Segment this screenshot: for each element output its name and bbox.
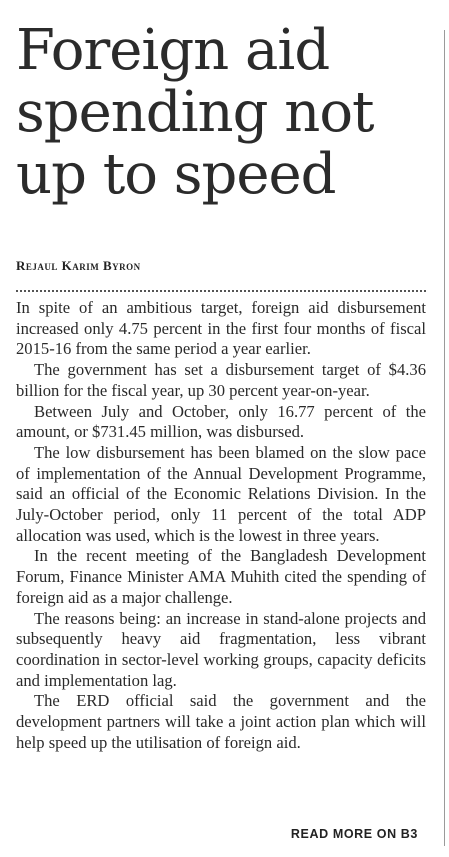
- headline-line: Foreign aid: [16, 18, 330, 83]
- article-body: [16, 298, 426, 753]
- paragraph: Between July and October, only 16.77 percent of the amount, or $731.45 million, was disbursed.: [16, 401, 426, 442]
- byline: Rejaul Karim Byron: [16, 258, 141, 273]
- paragraph: In the recent meeting of the Bangladesh Development Forum, Finance Minister AMA Muhith cited the spending of foreign aid as a major challenge.: [16, 546, 426, 607]
- paragraph: The low disbursement has been blamed on the slow pace of implementation of the Annual Development Programme, said an official of the Economic Relations Division. In the July-October period, only 11 percent of the total ADP allocation was used, which is the lowest in three years.: [16, 442, 426, 545]
- paragraph: The reasons being: an increase in stand-alone projects and subsequently heavy aid fragmentation, less vibrant coordination in sector-level working groups, capacity deficits and implementation lag.: [16, 608, 426, 690]
- dotted-divider: [16, 290, 426, 292]
- column-divider: [444, 30, 445, 846]
- read-more-link[interactable]: READ MORE ON B3: [290, 827, 418, 841]
- paragraph: In spite of an ambitious target, foreign aid disbursement increased only 4.75 percent in the first four months of fiscal 2015-16 from the same period a year earlier.: [16, 298, 426, 359]
- paragraph: The ERD official said the government and the development partners will take a joint action plan which will help speed up the utilisation of foreign aid.: [16, 691, 426, 752]
- headline-line: spending not: [16, 80, 374, 145]
- headline-line: up to speed: [16, 142, 336, 207]
- headline: [16, 20, 426, 206]
- paragraph: The government has set a disbursement target of $4.36 billion for the fiscal year, up 30 percent year-on-year.: [16, 360, 426, 400]
